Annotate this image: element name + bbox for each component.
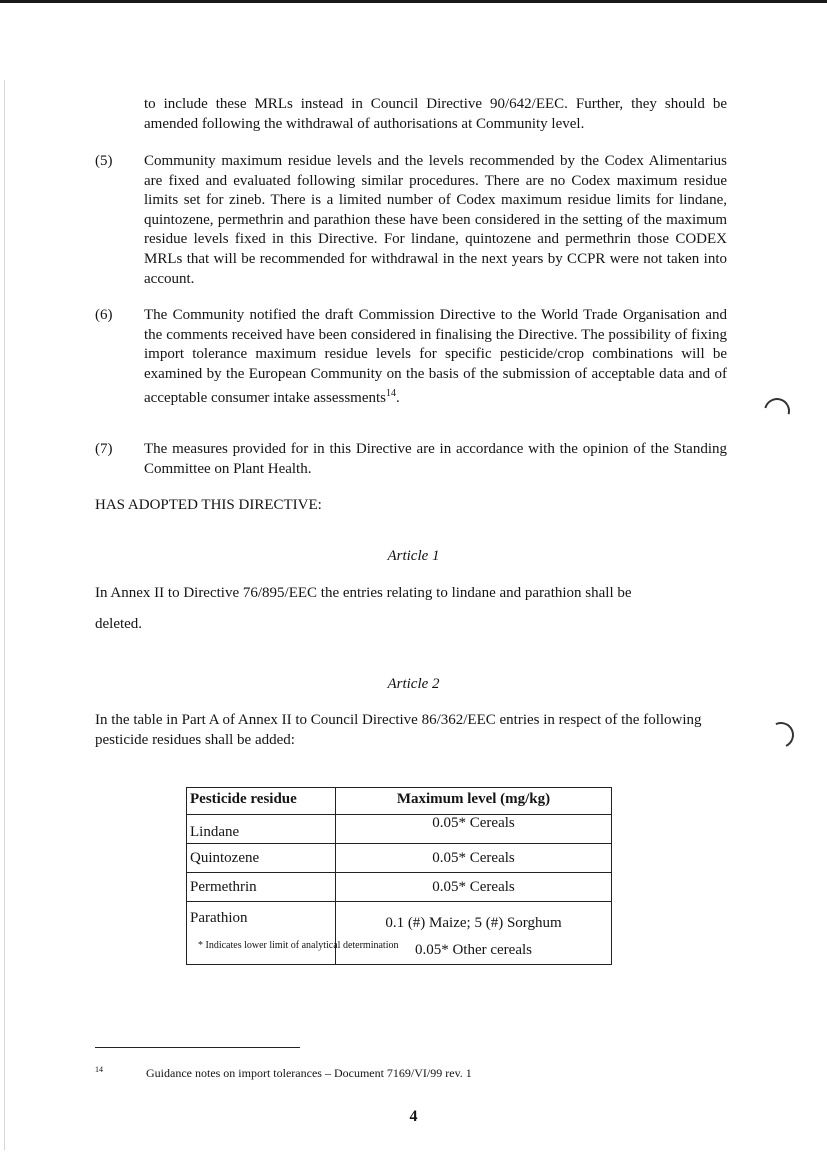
punch-hole-mark <box>759 393 795 429</box>
header-pesticide-residue: Pesticide residue <box>187 788 336 815</box>
table-header-row <box>187 788 612 815</box>
recital-7-text: The measures provided for in this Directive are in accordance with the opinion of the Standing Committee on Plant Health. <box>144 441 727 477</box>
footnote-number: 14 <box>95 1065 103 1074</box>
article-2-text: In the table in Part A of Annex II to Council Directive 86/362/EEC entries in respect of the following pesticide residues shall be added: <box>95 712 702 748</box>
adopted-heading: HAS ADOPTED THIS DIRECTIVE: <box>95 497 322 513</box>
level-line: 0.1 (#) Maize; 5 (#) Sorghum <box>385 915 562 931</box>
scan-top-border <box>0 0 827 3</box>
footnote-text: Guidance notes on import tolerances – Document 7169/VI/99 rev. 1 <box>146 1066 472 1080</box>
header-maximum-level: Maximum level (mg/kg) <box>336 788 612 815</box>
intro-paragraph: to include these MRLs instead in Council Directive 90/642/EEC. Further, they should be amended following the withdrawal of authorisations at Community level. <box>144 96 727 132</box>
residue-cell: Parathion <box>187 902 336 965</box>
table-row <box>187 873 612 902</box>
footnote-ref-14: 14 <box>386 388 396 400</box>
footnote-separator <box>95 1047 300 1048</box>
article-1-title: Article 1 <box>387 548 440 564</box>
recital-6-text: The Community notified the draft Commission Directive to the World Trade Organisation and the comments received have been considered in finalising the Directive. The possibility of fixing import tolerance maximum residue levels for specific pesticide/crop combinations will be examined by the European Community on the basis of the submission of acceptable data and of acceptable consumer intake assessments <box>144 307 727 407</box>
recital-6-number: (6) <box>95 307 113 323</box>
residue-cell: Quintozene <box>187 844 336 873</box>
punch-hole-mark <box>764 718 797 751</box>
table-row <box>187 815 612 844</box>
residue-cell: Permethrin <box>187 873 336 902</box>
scan-left-edge <box>4 80 5 1150</box>
table-row <box>187 844 612 873</box>
level-cell: 0.05* Cereals <box>336 815 612 844</box>
level-cell <box>336 902 612 965</box>
pesticide-residue-table <box>186 787 612 965</box>
level-cell: 0.05* Cereals <box>336 873 612 902</box>
table-note: * Indicates lower limit of analytical determination <box>198 940 399 951</box>
article-1-line-2: deleted. <box>95 616 143 632</box>
table-row <box>187 902 612 965</box>
article-1-line-1: In Annex II to Directive 76/895/EEC the entries relating to lindane and parathion shall be <box>95 585 632 601</box>
recital-5-number: (5) <box>95 153 113 169</box>
recital-7-number: (7) <box>95 441 113 457</box>
recital-5-text: Community maximum residue levels and the levels recommended by the Codex Alimentarius are fixed and evaluated following similar procedures. There are no Codex maximum residue limits set for zineb. There is a limited number of Codex maximum residue limits for lindane, quintozene, permethrin and parathion these have been considered in the setting of the maximum residue levels fixed in this Directive. For lindane, quintozene and permethrin those CODEX MRLs that will be recommended for withdrawal in the next years by CCPR were not taken into account. <box>144 153 727 287</box>
level-line: 0.05* Other cereals <box>414 942 533 958</box>
residue-cell: Lindane <box>187 815 336 844</box>
level-cell: 0.05* Cereals <box>336 844 612 873</box>
recital-6-paragraph <box>144 306 727 409</box>
recital-6-end: . <box>396 390 400 407</box>
page-number: 4 <box>409 1108 418 1125</box>
article-2-title: Article 2 <box>387 676 440 692</box>
